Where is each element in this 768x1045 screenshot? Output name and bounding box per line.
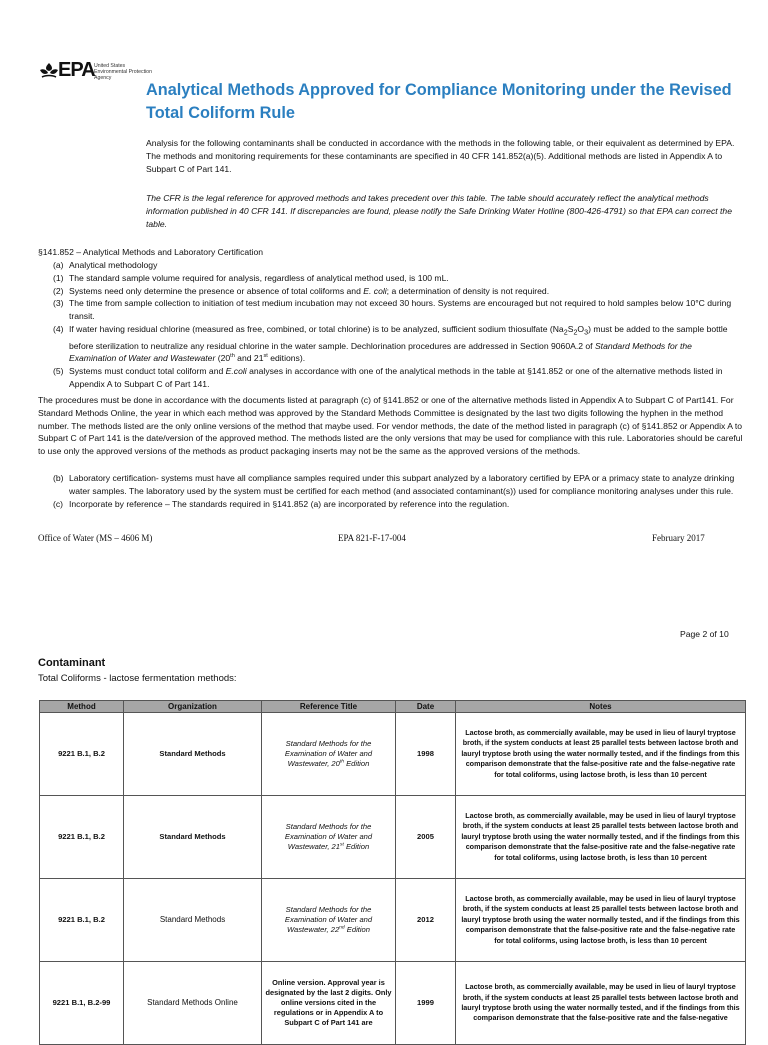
procedures-paragraph: The procedures must be done in accordance with the documents listed at paragraph (c) of §141.852 or one of the alternative methods listed in Appendix A to Subpart C of Part141. For Standard Methods Online, the year in which each method was approved by the Standard Methods Committee is designated by the last two digits following the hyphen in the method number. The methods listed are the only online versions of the method that maybe used. For vendor methods, the date of the method listed in paragraph (c) of §141.852 or Appendix A to Subpart C of Part 141 is the date/version of the approved method. The methods listed are the only versions that may be used for compliance with this rule. Laboratories should be careful to use only the approved versions of the methods as product packaging inserts may not be the same as the approved versions of the methods. [38,395,743,457]
date-cell: 1999 [396,962,456,1045]
method-cell: 9221 B.1, B.2 [40,796,124,879]
method-cell: 9221 B.1, B.2 [40,713,124,796]
list-item: (a) Analytical methodology [53,260,158,270]
epa-flower-icon [38,62,60,80]
table-row [40,713,746,796]
list-item: (3) The time from sample collection to initiation of test medium incubation may not exceed 30 hours. Systems are encouraged but not required to hold samples below 10°C during transit. [53,298,732,322]
column-header: Organization [124,701,262,713]
column-header: Notes [456,701,746,713]
column-header: Reference Title [262,701,396,713]
table-row [40,879,746,962]
notes-cell: Lactose broth, as commercially available, may be used in lieu of lauryl tryptose broth, if the system conducts at least 25 parallel tests between lactose broth and lauryl tryptose broth using the water normally tested, and if the findings from this comparison demonstrate that the false-positive rate and the false-negative rate for total coliforms, using lactose broth, is less than 10 percent [456,879,746,962]
list-item: (b) Laboratory certification- systems must have all compliance samples required under this subpart analyzed by a laboratory certified by EPA or a primacy state to analyze drinking water samples. The laboratory used by the system must be certified for each method (and associated contaminant(s)) used for compliance monitoring analyses under this rule. [53,473,735,496]
footer-date: February 2017 [652,533,705,543]
footer-office: Office of Water (MS – 4606 M) [38,533,153,543]
table-subtitle: Total Coliforms - lactose fermentation methods: [38,673,237,684]
notes-cell: Lactose broth, as commercially available, may be used in lieu of lauryl tryptose broth, if the system conducts at least 25 parallel tests between lactose broth and lauryl tryptose broth using the water normally tested, and if the findings from this comparison demonstrate that the false-positive rate and the false-negative rate for total coliforms, using lactose broth, is less than 10 percent [456,796,746,879]
method-cell: 9221 B.1, B.2-99 [40,962,124,1045]
list-item: (2) Systems need only determine the presence or absence of total coliforms and E. coli; a determination of density is not required. [53,285,550,296]
list-item: (5) Systems must conduct total coliform and E.coli analyses in accordance with one of the analytical methods in the table at §141.852 or one of the alternative methods listed in Appendix A to Subpart C of Part 141. [53,366,723,389]
date-cell: 2012 [396,879,456,962]
organization-cell: Standard Methods [124,713,262,796]
method-cell: 9221 B.1, B.2 [40,879,124,962]
organization-cell: Standard Methods [124,796,262,879]
page-number: Page 2 of 10 [680,629,729,639]
list-item: (4) If water having residual chlorine (measured as free, combined, or total chlorine) is to be analyzed, sufficient sodium thiosulfate $(Na_2S_2O_3)$ must be added to the sample bottle before sterilization to neutralize any residual chlorine in the water sample. Dechlorination procedures are addressed in Section 9060A.2 of Standard Methods for the Examination of Water and Wastewater (20th and 21st editions). [53,323,728,364]
reference-cell: Standard Methods for the Examination of Water and Wastewater, 21st Edition [262,796,396,879]
notes-cell: Lactose broth, as commercially available, may be used in lieu of lauryl tryptose broth, if the system conducts at least 25 parallel tests between lactose broth and lauryl tryptose broth using the water normally tested, and if the findings from this comparison demonstrate that the false-positive rate and the false-negative [456,962,746,1045]
epa-logo [38,59,152,104]
methods-table [39,700,746,1045]
column-header: Method [40,701,124,713]
table-row [40,962,746,1045]
agency-name: United States Environmental Protection Agency [94,63,152,81]
methodology-list [38,259,738,391]
reference-cell: Standard Methods for the Examination of Water and Wastewater, 22nd Edition [262,879,396,962]
certification-list [38,472,743,510]
page-title: Analytical Methods Approved for Compliance Monitoring under the Revised Total Coliform Rule [146,81,732,122]
intro-paragraph: Analysis for the following contaminants shall be conducted in accordance with the methods in the following table, or their equivalent as determined by EPA. The methods and monitoring requirements for these contaminants are specified in 40 CFR 141.852(a)(5). Additional methods are listed in Appendix A to Subpart C of Part 141. [146,138,735,174]
table-row [40,796,746,879]
contaminant-heading: Contaminant [38,657,106,669]
reference-cell: Online version. Approval year is designated by the last 2 digits. Only online versions cited in the regulations or in Appendix A to Subpart C of Part 141 are [262,962,396,1045]
section-heading: §141.852 – Analytical Methods and Laboratory Certification [38,247,264,257]
footer-doc-number: EPA 821-F-17-004 [338,533,406,543]
list-item: (c) Incorporate by reference – The standards required in §141.852 (a) are incorporated by reference into the regulation. [53,498,510,509]
column-header: Date [396,701,456,713]
reference-cell: Standard Methods for the Examination of Water and Wastewater, 20th Edition [262,713,396,796]
organization-cell: Standard Methods [124,879,262,962]
date-cell: 1998 [396,713,456,796]
organization-cell: Standard Methods Online [124,962,262,1045]
list-item: (1) The standard sample volume required for analysis, regardless of analytical method used, is 100 mL. [53,272,449,283]
cfr-note: The CFR is the legal reference for approved methods and takes precedent over this table. The table should accurately reflect the analytical methods information published in 40 CFR 141. If discrepancies are found, please notify the Safe Drinking Water Hotline (800-426-4791) so that EPA can correct the table. [146,193,732,229]
logo-text: EPA [58,59,95,81]
date-cell: 2005 [396,796,456,879]
table-header-row [40,701,746,713]
notes-cell: Lactose broth, as commercially available, may be used in lieu of lauryl tryptose broth, if the system conducts at least 25 parallel tests between lactose broth and lauryl tryptose broth using the water normally tested, and if the findings from this comparison demonstrate that the false-positive rate and the false-negative rate for total coliforms, using lactose broth, is less than 10 percent [456,713,746,796]
